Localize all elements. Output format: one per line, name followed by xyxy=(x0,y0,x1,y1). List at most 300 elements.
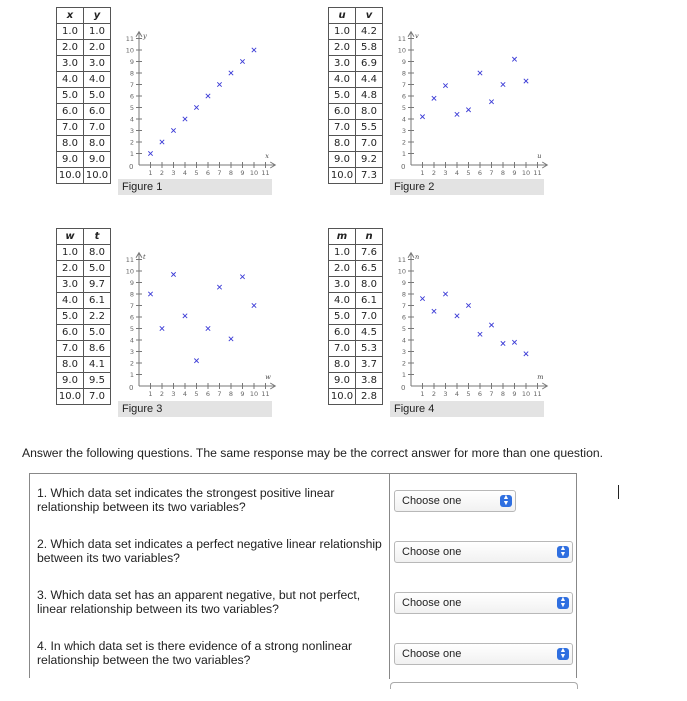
table-row xyxy=(57,152,111,168)
x-tick-label: 5 xyxy=(194,390,199,398)
x-tick-label: 4 xyxy=(182,169,188,177)
x-tick-label: 8 xyxy=(228,169,234,177)
y-tick-label: 6 xyxy=(401,92,406,101)
x-tick-label: 2 xyxy=(159,169,165,177)
y-tick-label: 5 xyxy=(401,325,406,333)
data-point xyxy=(512,57,516,61)
x-tick-label: 7 xyxy=(217,169,222,177)
table-cell: 6.1 xyxy=(84,293,111,309)
table-cell: 5.0 xyxy=(84,261,111,277)
table-cell: 6.0 xyxy=(57,325,84,341)
x-tick-label: 8 xyxy=(500,169,506,177)
y-tick-label: 6 xyxy=(401,313,406,322)
table-row xyxy=(329,152,383,168)
table-cell: 7.0 xyxy=(84,389,111,405)
data-point xyxy=(489,323,493,327)
y-tick-label: 7 xyxy=(129,302,134,310)
column-divider xyxy=(389,474,390,679)
table-cell: 2.8 xyxy=(356,389,383,405)
data-point xyxy=(206,94,210,98)
origin-label: 0 xyxy=(129,384,134,392)
table-row xyxy=(57,261,111,277)
table-cell: 3.8 xyxy=(356,373,383,389)
x-tick-label: 8 xyxy=(500,390,506,398)
table-cell: 8.0 xyxy=(356,104,383,120)
column-header: m xyxy=(329,229,356,245)
data-point xyxy=(183,117,187,121)
y-tick-label: 9 xyxy=(129,279,134,287)
table-cell: 5.3 xyxy=(356,341,383,357)
data-point xyxy=(455,314,459,318)
data-point xyxy=(512,340,516,344)
data-point xyxy=(160,326,164,330)
table-cell: 1.0 xyxy=(57,245,84,261)
table-cell: 4.4 xyxy=(356,72,383,88)
x-tick-label: 2 xyxy=(159,390,165,398)
figure-label-4: Figure 4 xyxy=(390,401,544,417)
table-cell: 4.5 xyxy=(356,325,383,341)
data-point xyxy=(443,83,447,87)
table-cell: 4.0 xyxy=(57,72,84,88)
data-point xyxy=(229,71,233,75)
x-tick-label: 9 xyxy=(240,390,245,398)
table-cell: 3.0 xyxy=(329,56,356,72)
y-tick-label: 10 xyxy=(125,267,134,276)
table-row xyxy=(329,104,383,120)
question-4-select[interactable] xyxy=(394,643,573,665)
table-cell: 9.0 xyxy=(57,152,84,168)
table-cell: 9.5 xyxy=(84,373,111,389)
x-tick-label: 11 xyxy=(533,390,542,398)
table-cell: 2.0 xyxy=(57,40,84,56)
x-axis-label: m xyxy=(537,373,544,381)
y-tick-label: 11 xyxy=(397,256,406,264)
data-point xyxy=(183,314,187,318)
table-row xyxy=(57,136,111,152)
plot-canvas xyxy=(119,246,269,398)
y-tick-label: 8 xyxy=(129,69,134,78)
table-cell: 8.0 xyxy=(84,136,111,152)
x-tick-label: 2 xyxy=(431,390,437,398)
table-cell: 3.0 xyxy=(329,277,356,293)
data-table-4 xyxy=(328,228,383,405)
table-cell: 8.6 xyxy=(84,341,111,357)
table-cell: 1.0 xyxy=(329,245,356,261)
select-arrows-icon: ▲ ▼ xyxy=(557,648,569,660)
data-point xyxy=(194,359,198,363)
y-tick-label: 1 xyxy=(401,150,406,158)
table-row xyxy=(329,277,383,293)
table-row xyxy=(57,72,111,88)
table-cell: 9.7 xyxy=(84,277,111,293)
table-header-row xyxy=(329,229,383,245)
table-cell: 7.0 xyxy=(329,341,356,357)
table-cell: 6.0 xyxy=(57,104,84,120)
x-tick-label: 3 xyxy=(171,169,176,177)
y-tick-label: 11 xyxy=(125,256,134,264)
text-cursor-icon xyxy=(618,485,619,499)
y-tick-label: 1 xyxy=(129,371,134,379)
table-cell: 8.0 xyxy=(57,136,84,152)
y-tick-label: 8 xyxy=(401,290,406,299)
y-tick-label: 2 xyxy=(129,138,134,147)
data-point xyxy=(171,272,175,276)
table-row xyxy=(329,373,383,389)
table-cell: 2.0 xyxy=(329,40,356,56)
data-point xyxy=(489,100,493,104)
table-cell: 6.9 xyxy=(356,56,383,72)
data-point xyxy=(148,292,152,296)
y-tick-label: 7 xyxy=(129,81,134,89)
table-row xyxy=(57,245,111,261)
question-2-select[interactable] xyxy=(394,541,573,563)
table-cell: 3.0 xyxy=(57,56,84,72)
table-cell: 7.0 xyxy=(329,120,356,136)
table-cell: 5.0 xyxy=(57,309,84,325)
scatter-plot-2 xyxy=(391,25,541,177)
data-point xyxy=(252,303,256,307)
y-tick-label: 10 xyxy=(397,267,406,276)
table-row xyxy=(57,373,111,389)
y-tick-label: 3 xyxy=(129,348,134,356)
question-3-select[interactable] xyxy=(394,592,573,614)
x-tick-label: 3 xyxy=(171,390,176,398)
origin-label: 0 xyxy=(129,163,134,171)
data-point xyxy=(229,337,233,341)
table-cell: 7.0 xyxy=(57,341,84,357)
plot-canvas xyxy=(391,246,544,398)
table-cell: 10.0 xyxy=(57,168,84,184)
table-row xyxy=(57,40,111,56)
data-point xyxy=(455,112,459,116)
instructions-text: Answer the following questions. The same response may be the correct answer for more than one question. xyxy=(22,446,604,460)
data-point xyxy=(420,296,424,300)
table-cell: 9.2 xyxy=(356,152,383,168)
y-tick-label: 10 xyxy=(397,46,406,55)
question-1-text: 1. Which data set indicates the strongest positive linear relationship between its two variables? xyxy=(37,486,335,514)
table-cell: 9.0 xyxy=(329,152,356,168)
table-header-row xyxy=(57,8,111,24)
table-row xyxy=(57,56,111,72)
column-header: v xyxy=(356,8,383,24)
scatter-plot-4 xyxy=(391,246,544,398)
data-point xyxy=(240,275,244,279)
question-2-selected-value: Choose one xyxy=(402,546,462,558)
question-4-selected-value: Choose one xyxy=(402,648,462,660)
x-tick-label: 9 xyxy=(512,169,517,177)
table-cell: 8.0 xyxy=(329,136,356,152)
next-panel-edge xyxy=(390,682,578,689)
data-point xyxy=(240,59,244,63)
table-row xyxy=(329,136,383,152)
x-tick-label: 1 xyxy=(420,390,425,398)
figure-label-2: Figure 2 xyxy=(390,179,544,195)
data-point xyxy=(466,303,470,307)
y-tick-label: 11 xyxy=(125,35,134,43)
table-row xyxy=(329,325,383,341)
data-point xyxy=(524,352,528,356)
y-tick-label: 4 xyxy=(129,336,134,345)
y-tick-label: 3 xyxy=(401,348,406,356)
x-tick-label: 9 xyxy=(240,169,245,177)
x-tick-label: 1 xyxy=(420,169,425,177)
data-point xyxy=(432,96,436,100)
table-cell: 5.0 xyxy=(84,88,111,104)
origin-label: 0 xyxy=(401,163,406,171)
data-point xyxy=(478,71,482,75)
x-tick-label: 4 xyxy=(182,390,188,398)
column-header: t xyxy=(84,229,111,245)
y-tick-label: 4 xyxy=(129,115,134,124)
y-axis-label: v xyxy=(415,31,419,40)
x-tick-label: 5 xyxy=(194,169,199,177)
data-point xyxy=(217,285,221,289)
data-point xyxy=(206,326,210,330)
table-cell: 7.0 xyxy=(356,309,383,325)
table-cell: 7.0 xyxy=(84,120,111,136)
x-tick-label: 10 xyxy=(521,390,531,398)
question-2-text: 2. Which data set indicates a perfect negative linear relationship between its two variables? xyxy=(37,537,382,565)
table-row xyxy=(57,389,111,405)
x-tick-label: 11 xyxy=(261,390,270,398)
y-tick-label: 9 xyxy=(129,58,134,66)
y-axis-label: n xyxy=(415,252,420,261)
table-row xyxy=(329,261,383,277)
scatter-plot-3 xyxy=(119,246,269,398)
table-cell: 8.0 xyxy=(84,245,111,261)
y-tick-label: 6 xyxy=(129,313,134,322)
y-tick-label: 4 xyxy=(401,336,406,345)
x-axis-label: u xyxy=(537,152,542,160)
table-header-row xyxy=(329,8,383,24)
x-tick-label: 10 xyxy=(249,390,259,398)
table-row xyxy=(329,168,383,184)
table-cell: 2.0 xyxy=(329,261,356,277)
table-cell: 4.0 xyxy=(57,293,84,309)
table-cell: 7.3 xyxy=(356,168,383,184)
question-1-selected-value: Choose one xyxy=(402,495,462,507)
x-tick-label: 8 xyxy=(228,390,234,398)
y-tick-label: 7 xyxy=(401,302,406,310)
x-tick-label: 10 xyxy=(249,169,259,177)
data-table-2 xyxy=(328,7,383,184)
table-row xyxy=(57,277,111,293)
table-row xyxy=(57,24,111,40)
table-cell: 8.0 xyxy=(57,357,84,373)
y-tick-label: 11 xyxy=(397,35,406,43)
table-row xyxy=(57,293,111,309)
figure-label-1: Figure 1 xyxy=(118,179,272,195)
data-point xyxy=(194,105,198,109)
table-cell: 6.0 xyxy=(329,325,356,341)
table-cell: 4.0 xyxy=(329,72,356,88)
data-point xyxy=(524,79,528,83)
table-cell: 7.0 xyxy=(356,136,383,152)
data-point xyxy=(443,292,447,296)
y-axis-label: y xyxy=(143,31,147,40)
column-header: x xyxy=(57,8,84,24)
table-cell: 3.0 xyxy=(57,277,84,293)
y-tick-label: 3 xyxy=(129,127,134,135)
y-axis-label: t xyxy=(143,252,146,261)
table-row xyxy=(57,309,111,325)
table-cell: 9.0 xyxy=(57,373,84,389)
table-cell: 8.0 xyxy=(329,357,356,373)
data-point xyxy=(478,332,482,336)
x-tick-label: 11 xyxy=(261,169,270,177)
data-point xyxy=(252,48,256,52)
table-cell: 8.0 xyxy=(356,277,383,293)
table-cell: 4.0 xyxy=(84,72,111,88)
table-cell: 6.0 xyxy=(84,104,111,120)
y-tick-label: 7 xyxy=(401,81,406,89)
table-cell: 7.0 xyxy=(57,120,84,136)
y-tick-label: 5 xyxy=(401,104,406,112)
x-axis-label: w xyxy=(265,373,271,381)
data-point xyxy=(432,309,436,313)
table-cell: 4.8 xyxy=(356,88,383,104)
x-tick-label: 3 xyxy=(443,169,448,177)
data-table-3 xyxy=(56,228,111,405)
table-cell: 7.6 xyxy=(356,245,383,261)
y-tick-label: 5 xyxy=(129,325,134,333)
table-cell: 6.1 xyxy=(356,293,383,309)
x-tick-label: 11 xyxy=(533,169,542,177)
table-row xyxy=(329,245,383,261)
table-cell: 4.0 xyxy=(329,293,356,309)
x-tick-label: 9 xyxy=(512,390,517,398)
data-point xyxy=(160,140,164,144)
origin-label: 0 xyxy=(401,384,406,392)
x-tick-label: 7 xyxy=(489,169,494,177)
data-point xyxy=(148,151,152,155)
table-row xyxy=(329,56,383,72)
x-tick-label: 7 xyxy=(217,390,222,398)
figure-label-3: Figure 3 xyxy=(118,401,272,417)
select-arrows-icon: ▲ ▼ xyxy=(500,495,512,507)
table-cell: 5.0 xyxy=(84,325,111,341)
x-tick-label: 1 xyxy=(148,169,153,177)
table-cell: 3.0 xyxy=(84,56,111,72)
table-cell: 3.7 xyxy=(356,357,383,373)
table-cell: 2.0 xyxy=(57,261,84,277)
x-tick-label: 10 xyxy=(521,169,531,177)
x-tick-label: 6 xyxy=(477,169,483,177)
y-tick-label: 10 xyxy=(125,46,134,55)
question-3-selected-value: Choose one xyxy=(402,597,462,609)
question-1-select[interactable] xyxy=(394,490,516,512)
x-tick-label: 1 xyxy=(148,390,153,398)
table-cell: 5.0 xyxy=(57,88,84,104)
table-cell: 9.0 xyxy=(84,152,111,168)
data-point xyxy=(420,115,424,119)
select-arrows-icon: ▲ ▼ xyxy=(557,597,569,609)
table-cell: 10.0 xyxy=(329,389,356,405)
data-point xyxy=(501,82,505,86)
table-header-row xyxy=(57,229,111,245)
data-point xyxy=(217,82,221,86)
column-header: y xyxy=(84,8,111,24)
x-tick-label: 4 xyxy=(454,169,460,177)
column-header: u xyxy=(329,8,356,24)
x-tick-label: 2 xyxy=(431,169,437,177)
y-tick-label: 6 xyxy=(129,92,134,101)
y-tick-label: 5 xyxy=(129,104,134,112)
table-row xyxy=(57,168,111,184)
y-tick-label: 9 xyxy=(401,279,406,287)
x-axis-label: x xyxy=(265,152,269,160)
x-tick-label: 5 xyxy=(466,169,471,177)
y-tick-label: 2 xyxy=(401,359,406,368)
questions-panel xyxy=(29,473,577,678)
table-row xyxy=(57,341,111,357)
table-cell: 5.0 xyxy=(329,309,356,325)
table-cell: 5.5 xyxy=(356,120,383,136)
y-tick-label: 8 xyxy=(401,69,406,78)
table-cell: 6.5 xyxy=(356,261,383,277)
scatter-plot-1 xyxy=(119,25,269,177)
y-tick-label: 3 xyxy=(401,127,406,135)
data-point xyxy=(466,108,470,112)
table-row xyxy=(329,309,383,325)
table-cell: 1.0 xyxy=(329,24,356,40)
table-row xyxy=(329,40,383,56)
table-cell: 10.0 xyxy=(57,389,84,405)
select-arrows-icon: ▲ ▼ xyxy=(557,546,569,558)
y-tick-label: 8 xyxy=(129,290,134,299)
table-row xyxy=(329,24,383,40)
x-tick-label: 6 xyxy=(205,169,211,177)
x-tick-label: 6 xyxy=(477,390,483,398)
x-tick-label: 5 xyxy=(466,390,471,398)
table-row xyxy=(329,88,383,104)
y-tick-label: 1 xyxy=(129,150,134,158)
data-point xyxy=(171,128,175,132)
plot-canvas xyxy=(119,25,269,177)
table-row xyxy=(57,104,111,120)
y-tick-label: 2 xyxy=(401,138,406,147)
table-row xyxy=(57,357,111,373)
x-tick-label: 6 xyxy=(205,390,211,398)
table-cell: 4.2 xyxy=(356,24,383,40)
column-header: w xyxy=(57,229,84,245)
y-tick-label: 1 xyxy=(401,371,406,379)
x-tick-label: 4 xyxy=(454,390,460,398)
x-tick-label: 7 xyxy=(489,390,494,398)
table-row xyxy=(329,120,383,136)
table-cell: 5.8 xyxy=(356,40,383,56)
table-row xyxy=(57,88,111,104)
table-cell: 2.2 xyxy=(84,309,111,325)
data-table-1 xyxy=(56,7,111,184)
y-tick-label: 2 xyxy=(129,359,134,368)
table-cell: 10.0 xyxy=(84,168,111,184)
y-tick-label: 4 xyxy=(401,115,406,124)
table-row xyxy=(57,120,111,136)
table-row xyxy=(329,293,383,309)
question-4-text: 4. In which data set is there evidence of a strong nonlinear relationship between the two variables? xyxy=(37,639,353,667)
table-row xyxy=(329,357,383,373)
table-cell: 5.0 xyxy=(329,88,356,104)
table-cell: 6.0 xyxy=(329,104,356,120)
table-row xyxy=(329,341,383,357)
table-cell: 1.0 xyxy=(84,24,111,40)
plot-canvas xyxy=(391,25,541,177)
table-row xyxy=(57,325,111,341)
x-tick-label: 3 xyxy=(443,390,448,398)
question-3-text: 3. Which data set has an apparent negative, but not perfect, linear relationship between its two variables? xyxy=(37,588,361,616)
table-cell: 2.0 xyxy=(84,40,111,56)
